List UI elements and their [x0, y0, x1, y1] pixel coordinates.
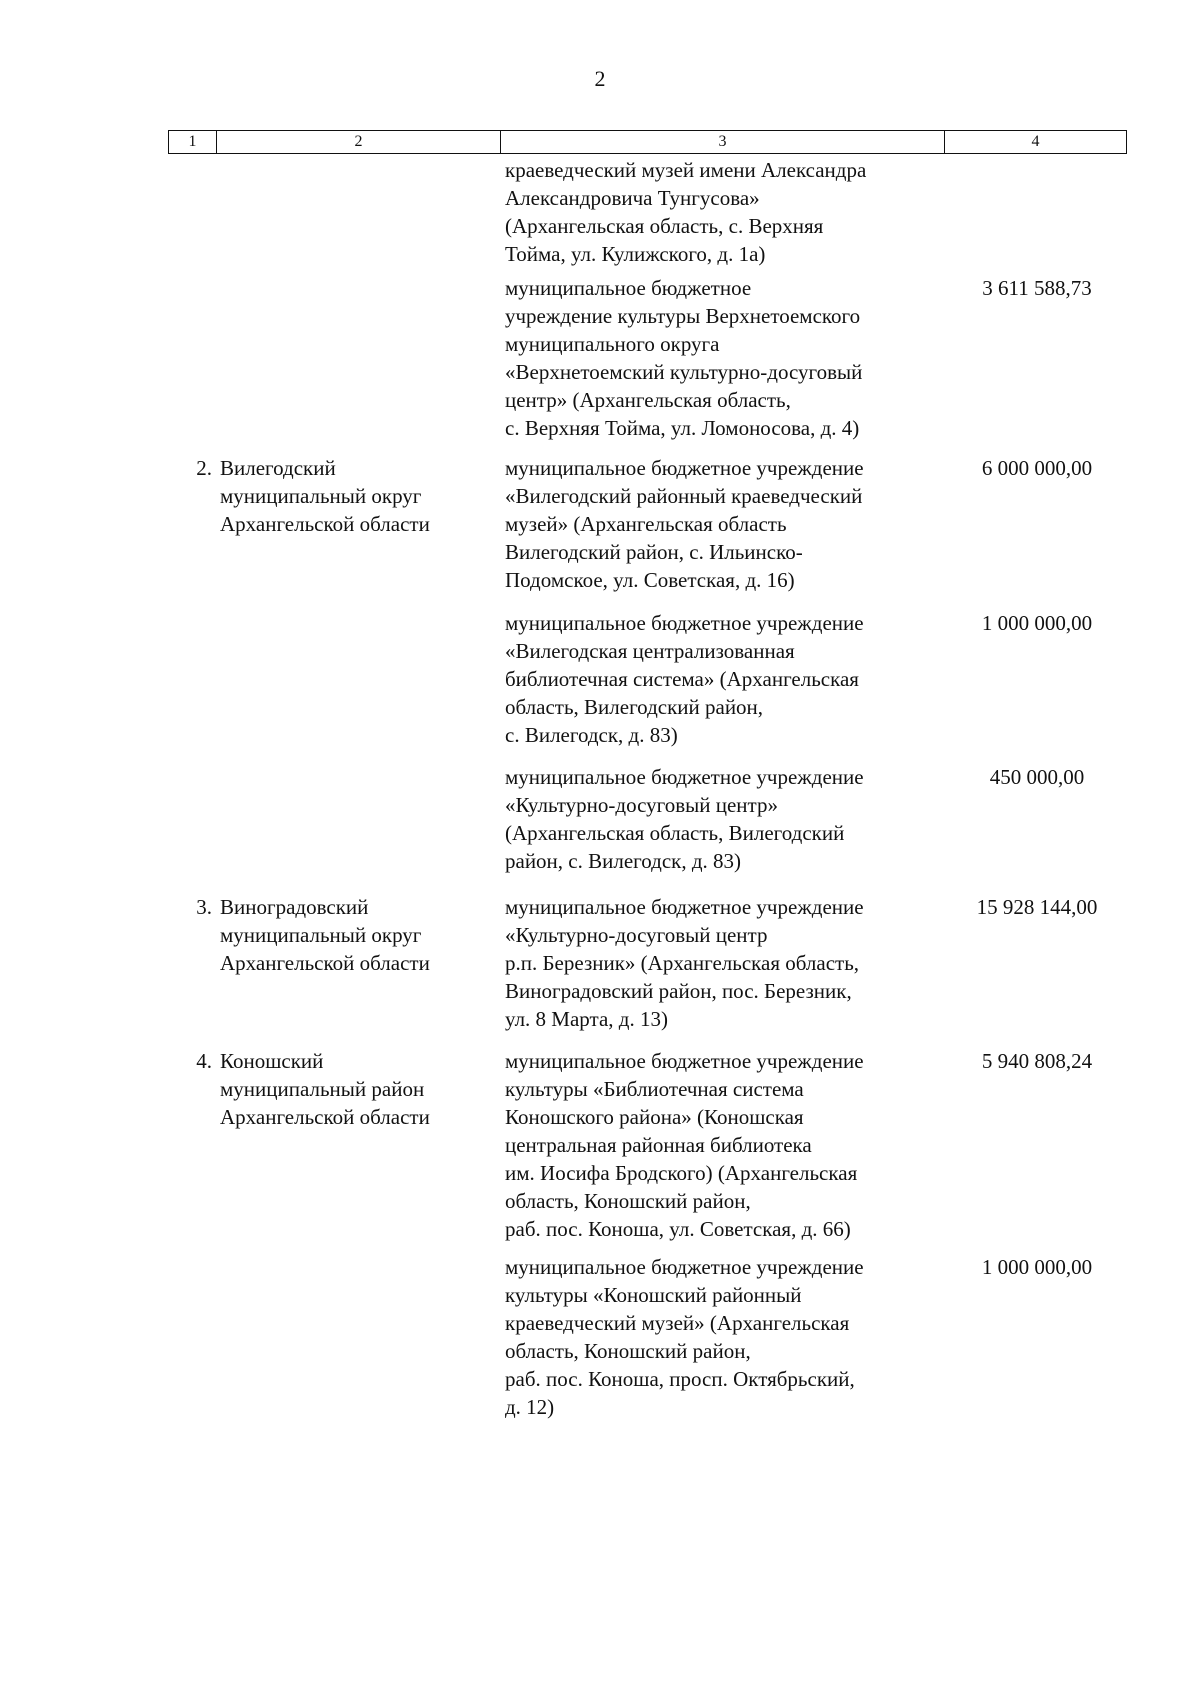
institution-line: (Архангельская область, Вилегодский [505, 821, 845, 845]
institution-line: район, с. Вилегодск, д. 83) [505, 849, 742, 873]
institution-line: им. Иосифа Бродского) (Архангельская [505, 1161, 858, 1185]
institution-name [505, 454, 945, 594]
institution-line: д. 12) [505, 1395, 555, 1419]
municipality-line: муниципальный округ [220, 484, 422, 508]
table-header [168, 130, 1127, 154]
institution-line: муниципального округа [505, 332, 720, 356]
institution-line: библиотечная система» (Архангельская [505, 667, 859, 691]
institution-line: р.п. Березник» (Архангельская область, [505, 951, 860, 975]
row-number: 2. [196, 456, 212, 480]
header-col-3: 3 [501, 131, 945, 154]
institution-line: культуры «Библиотечная система [505, 1077, 804, 1101]
institution-line: с. Вилегодск, д. 83) [505, 723, 678, 747]
institution-line: культуры «Коношский районный [505, 1283, 802, 1307]
amount: 6 000 000,00 [981, 456, 1093, 480]
institution-line: краеведческий музей» (Архангельская [505, 1311, 850, 1335]
amount: 1 000 000,00 [981, 611, 1093, 635]
institution-line: Подомское, ул. Советская, д. 16) [505, 568, 795, 592]
institution-line: музей» (Архангельская область [505, 512, 787, 536]
institution-line: «Культурно-досуговый центр» [505, 793, 778, 817]
institution-line: область, Коношский район, [505, 1339, 751, 1363]
institution-line: с. Верхняя Тойма, ул. Ломоносова, д. 4) [505, 416, 860, 440]
header-col-4: 4 [945, 131, 1127, 154]
municipality-line: Коношский [220, 1049, 324, 1073]
institution-line: «Верхнетоемский культурно-досуговый [505, 360, 863, 384]
institution-line: область, Коношский район, [505, 1189, 751, 1213]
institution-line: (Архангельская область, с. Верхняя [505, 214, 824, 238]
institution-name [505, 274, 945, 442]
institution-name [505, 893, 945, 1033]
amount: 15 928 144,00 [976, 895, 1098, 919]
institution-name [505, 763, 945, 875]
institution-line: «Культурно-досуговый центр [505, 923, 768, 947]
municipality-name [220, 893, 500, 977]
institution-line: раб. пос. Коноша, просп. Октябрьский, [505, 1367, 855, 1391]
institution-line: Коношского района» (Коношская [505, 1105, 804, 1129]
institution-line: муниципальное бюджетное учреждение [505, 611, 864, 635]
header-col-1: 1 [169, 131, 217, 154]
amount: 3 611 588,73 [982, 276, 1092, 300]
institution-name [505, 1047, 945, 1243]
municipality-line: Виноградовский [220, 895, 369, 919]
municipality-line: Архангельской области [220, 951, 430, 975]
institution-line: муниципальное бюджетное учреждение [505, 1255, 864, 1279]
municipality-line: муниципальный округ [220, 923, 422, 947]
municipality-name [220, 454, 500, 538]
institution-line: раб. пос. Коноша, ул. Советская, д. 66) [505, 1217, 851, 1241]
header-col-2: 2 [217, 131, 501, 154]
amount: 1 000 000,00 [981, 1255, 1093, 1279]
institution-line: муниципальное бюджетное учреждение [505, 765, 864, 789]
municipality-line: муниципальный район [220, 1077, 425, 1101]
amount: 5 940 808,24 [981, 1049, 1093, 1073]
institution-line: краеведческий музей имени Александра [505, 158, 867, 182]
institution-line: центральная районная библиотека [505, 1133, 812, 1157]
row-number: 3. [196, 895, 212, 919]
institution-line: центр» (Архангельская область, [505, 388, 791, 412]
page-number: 2 [594, 66, 606, 91]
municipality-line: Архангельской области [220, 1105, 430, 1129]
municipality-line: Вилегодский [220, 456, 336, 480]
institution-line: муниципальное бюджетное учреждение [505, 895, 864, 919]
institution-line: «Вилегодская централизованная [505, 639, 795, 663]
institution-line: Вилегодский район, с. Ильинско- [505, 540, 803, 564]
institution-name [505, 609, 945, 749]
institution-line: Тойма, ул. Кулижского, д. 1а) [505, 242, 766, 266]
institution-name [505, 156, 945, 268]
institution-line: область, Вилегодский район, [505, 695, 764, 719]
institution-line: муниципальное бюджетное учреждение [505, 1049, 864, 1073]
institution-line: муниципальное бюджетное [505, 276, 752, 300]
institution-name [505, 1253, 945, 1421]
institution-line: Александровича Тунгусова» [505, 186, 760, 210]
institution-line: муниципальное бюджетное учреждение [505, 456, 864, 480]
row-number: 4. [196, 1049, 212, 1073]
institution-line: «Вилегодский районный краеведческий [505, 484, 863, 508]
municipality-name [220, 1047, 500, 1131]
municipality-line: Архангельской области [220, 512, 430, 536]
amount: 450 000,00 [989, 765, 1085, 789]
institution-line: Виноградовский район, пос. Березник, [505, 979, 852, 1003]
institution-line: ул. 8 Марта, д. 13) [505, 1007, 668, 1031]
institution-line: учреждение культуры Верхнетоемского [505, 304, 861, 328]
